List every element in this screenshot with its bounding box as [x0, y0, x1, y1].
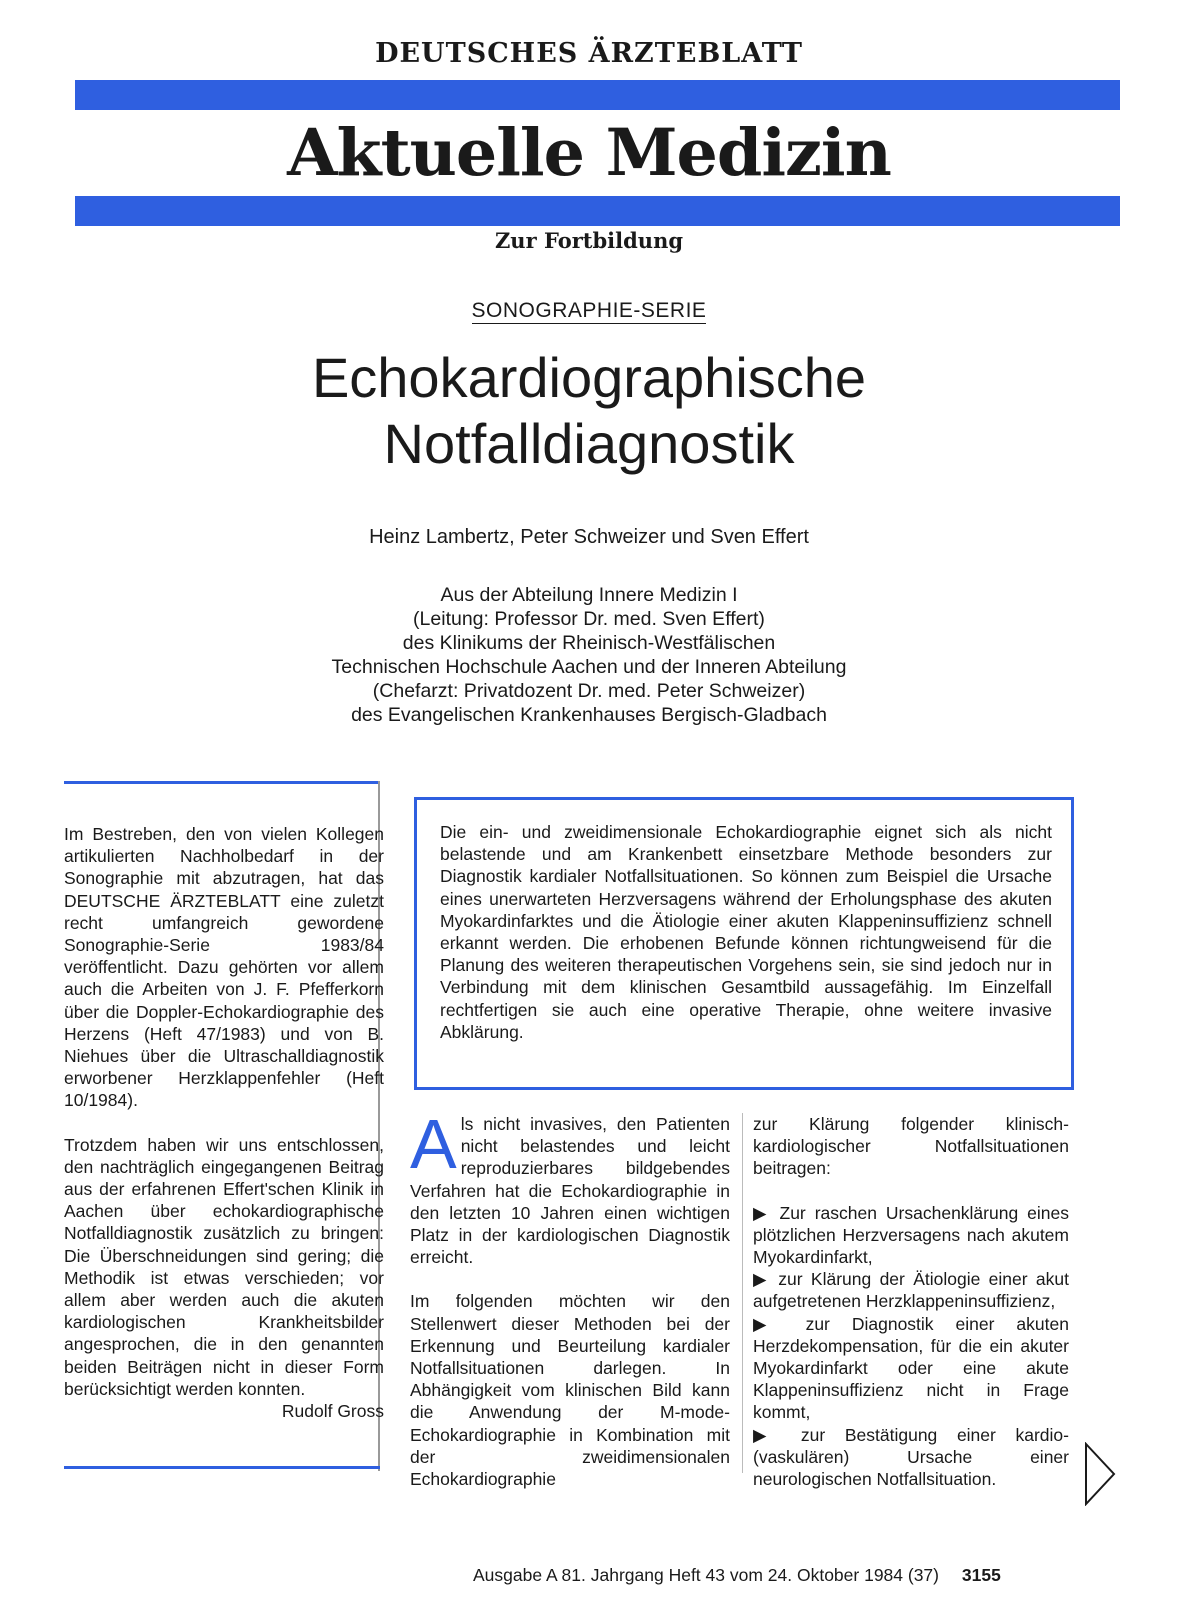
- subsection-label: Zur Fortbildung: [494, 228, 684, 253]
- bullet-text: zur Klärung der Ätiologie einer akut aufgetretenen Herzklappeninsuffizienz,: [753, 1269, 1069, 1312]
- edition-info: Ausgabe A 81. Jahrgang Heft 43 vom 24. Oktober 1984 (37): [473, 1565, 939, 1585]
- affiliation-line: des Klinikums der Rheinisch-Westfälischen: [402, 632, 776, 654]
- abstract-text: Die ein- und zweidimensionale Echokardiographie eignet sich als nicht belastende und am Krankenbett einsetzbare Methode besonders zur Diagnostik kardialer Notfallsituationen. So können zum Beispiel die Ursache eines unerwarteten Herzversagens während der Erholungsphase des akuten Myokardinfarktes und die Ätiologie einer akuten Klappeninsuffizienz schnell erkannt werden. Die erhobenen Befunde können richtungweisend für die Planung des weiteren therapeutischen Vorgehens sein, sie sind jedoch nur in Verbindung mit dem klinischen Gesamtbild aussagefähig. Im Einzelfall rechtfertigen sie auch eine operative Therapie, ohne weitere invasive Abklärung.: [440, 822, 1052, 1042]
- editorial-note: [64, 823, 384, 1422]
- page-footer: [473, 1565, 1001, 1586]
- affiliation-line: des Evangelischen Krankenhauses Bergisch-Gladbach: [351, 704, 827, 726]
- bullet-text: zur Bestätigung einer kardio-(vaskulären) Ursache einer neurologischen Notfallsituation.: [753, 1424, 1069, 1490]
- authors: Heinz Lambertz, Peter Schweizer und Sven Effert: [369, 526, 809, 548]
- series-text: SONOGRAPHIE-SERIE: [471, 299, 707, 322]
- affiliation: [0, 583, 1178, 727]
- bullet-item: [753, 1313, 1069, 1424]
- masthead: DEUTSCHES ÄRZTEBLATT: [375, 38, 803, 69]
- editorial-paragraph: Im Bestreben, den von vielen Kollegen artikulierten Nachholbedarf in der Sonographie mit abzutragen, hat das DEUTSCHE ÄRZTEBLATT eine zuletzt recht umfangreich gewordene Sonographie-Serie 1983/84 veröffentlicht. Dazu gehörten vor allem auch die Arbeiten von J. F. Pfefferkorn über die Doppler-Echokardiographie des Herzens (Heft 47/1983) und von B. Niehues über die Ultraschalldiagnostik erworbener Herzklappenfehler (Heft 10/1984).: [64, 824, 384, 1111]
- editorial-signature: Rudolf Gross: [281, 1401, 384, 1422]
- title-line-1: Echokardiographische: [311, 346, 867, 409]
- affiliation-line: (Leitung: Professor Dr. med. Sven Effert): [413, 608, 765, 630]
- bullet-text: Zur raschen Ursachenklärung eines plötzlichen Herzversagens nach akutem Myokardinfarkt,: [753, 1202, 1069, 1268]
- article-title: [0, 345, 1178, 477]
- section-title: Aktuelle Medizin: [287, 115, 891, 191]
- editorial-bottom-rule: [64, 1466, 380, 1469]
- bullet-item: [753, 1268, 1069, 1312]
- bullet-item: [753, 1424, 1069, 1491]
- affiliation-line: (Chefarzt: Privatdozent Dr. med. Peter Schweizer): [372, 680, 806, 702]
- body-paragraph: Im folgenden möchten wir den Stellenwert dieser Methoden bei der Erkennung und Beurteilung kardialer Notfallsituationen darlegen. In Abhängigkeit vom klinischen Bild kann die Anwendung der M-mode-Echokardiographie in Kombination mit der zweidimensionalen Echokardiographie: [410, 1291, 730, 1490]
- bullet-icon: ▶: [753, 1202, 771, 1223]
- bullet-icon: ▶: [753, 1269, 770, 1290]
- body-paragraph: [410, 1105, 730, 1268]
- body-paragraph: zur Klärung folgender klinisch-kardiologischer Notfallsituationen beitragen:: [753, 1114, 1069, 1179]
- page-number: 3155: [961, 1565, 1001, 1585]
- header-band-top: [75, 80, 1120, 110]
- editorial-top-rule: [64, 781, 380, 784]
- drop-cap: A: [410, 1105, 457, 1183]
- triangle-right-icon: [1084, 1442, 1116, 1511]
- bullet-text: zur Diagnostik einer akuten Herzdekompensation, für die ein akuter Myokardinfarkt oder eine akute Klappeninsuffizienz nicht in Frage kommt,: [753, 1313, 1069, 1423]
- title-line-2: Notfalldiagnostik: [383, 412, 795, 475]
- bullet-icon: ▶: [753, 1313, 784, 1334]
- series-label: [0, 299, 1178, 323]
- editorial-paragraph: Trotzdem haben wir uns entschlossen, den nachträglich eingegangenen Beitrag aus der erfahrenen Effert'schen Klinik in Aachen über echokardiographische Notfalldiagnostik zusätzlich zu bringen: Die Überschneidungen sind gering; die Methodik ist etwas verschieden; vor allem aber werden auch die akuten kardiologischen Krankheitsbilder angesprochen, die in den genannten beiden Beiträgen nicht in dieser Form berücksichtigt werden konnten.: [64, 1134, 384, 1399]
- header-band-bottom: [75, 196, 1120, 226]
- affiliation-line: Aus der Abteilung Innere Medizin I: [440, 584, 738, 606]
- bullet-item: [753, 1202, 1069, 1269]
- editorial-signature-row: [64, 1400, 384, 1422]
- body-column-divider: [742, 1113, 743, 1473]
- bullet-icon: ▶: [753, 1424, 782, 1445]
- body-column-2: [753, 1113, 1069, 1490]
- body-column-1: [410, 1105, 730, 1512]
- body-paragraph-text: ls nicht invasives, den Patienten nicht belastendes und leicht reproduzierbares bildgebendes Verfahren hat die Echokardiographie in den letzten 10 Jahren einen wichtigen Platz in der kardiologischen Diagnostik erreicht.: [410, 1114, 730, 1268]
- affiliation-line: Technischen Hochschule Aachen und der Inneren Abteilung: [331, 656, 847, 678]
